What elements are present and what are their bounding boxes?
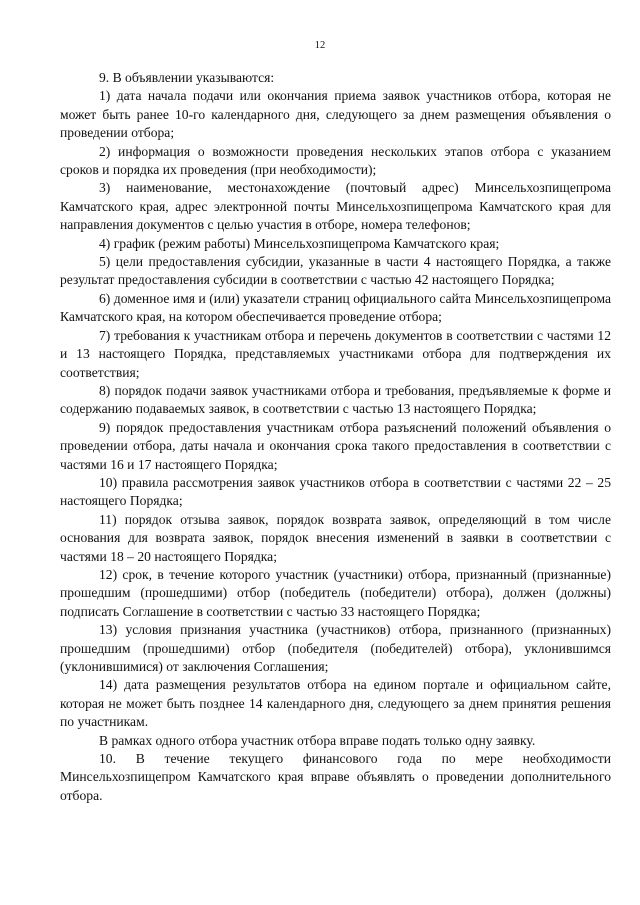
list-item-4: 4) график (режим работы) Минсельхозпищепрома Камчатского края; [99, 235, 500, 251]
list-item-12: 12) срок, в течение которого участник (участники) отбора, признанный (признанные) прошедшим (прошедшими) отбор (победитель (победители) отбора), должен (должны) подписать Соглашение в соответствии с частью 33 настоящего Порядка; [60, 566, 611, 619]
list-item-2: 2) информация о возможности проведения нескольких этапов отбора с указанием сроков и порядка их проведения (при необходимости); [60, 143, 611, 178]
list-item-6: 6) доменное имя и (или) указатели страниц официального сайта Минсельхозпищепрома Камчатского края, на котором обеспечивается проведение отбора; [60, 290, 611, 325]
list-item-7: 7) требования к участникам отбора и перечень документов в соответствии с частями 12 и 13 настоящего Порядка, представляемых участниками отбора для подтверждения их соответствия; [60, 327, 611, 380]
list-item-3: 3) наименование, местонахождение (почтовый адрес) Минсельхозпищепрома Камчатского края, адрес электронной почты Минсельхозпищепрома Камчатского края для направления документов с целью участия в отборе, номера телефонов; [60, 180, 611, 233]
list-item-5: 5) цели предоставления субсидии, указанные в части 4 настоящего Порядка, а также результат предоставления субсидии в соответствии с частью 42 настоящего Порядка; [60, 254, 611, 288]
list-item-13: 13) условия признания участника (участников) отбора, признанного (признанных) прошедшим (прошедшими) отбор (победителя (победителей) отбора), уклонившимся (уклонившимися) от заключения Соглашения; [60, 622, 611, 674]
list-item-8: 8) порядок подачи заявок участниками отбора и требования, предъявляемые к форме и содержанию подаваемых заявок, в соответствии с частью 13 настоящего Порядка; [60, 382, 611, 417]
section-10-paragraph: 10. В течение текущего финансового года по мере необходимости Минсельхозпищепром Камчатского края вправе объявлять о проведении дополнительного отбора. [60, 751, 611, 803]
list-item-14: 14) дата размещения результатов отбора на едином портале и официальном сайте, которая не может быть позднее 14 календарного дня, следующего за днем принятия решения по участникам. [60, 677, 611, 730]
section-9-heading: 9. В объявлении указываются: [99, 70, 275, 85]
list-item-10: 10) правила рассмотрения заявок участников отбора в соответствии с частями 22 – 25 настоящего Порядка; [60, 474, 611, 509]
list-item-11: 11) порядок отзыва заявок, порядок возврата заявок, определяющий в том числе основания для возврата заявок, порядок внесения изменений в заявки в соответствии с частями 18 – 20 настоящего Порядка; [60, 511, 611, 564]
list-item-1: 1) дата начала подачи или окончания приема заявок участников отбора, которая не может быть ранее 10-го календарного дня, следующего за днем размещения объявления о проведении отбора; [60, 88, 611, 141]
page-number: 12 [314, 40, 326, 51]
single-application-note: В рамках одного отбора участник отбора вправе подать только одну заявку. [99, 732, 536, 748]
document-body [60, 69, 611, 805]
list-item-9: 9) порядок предоставления участникам отбора разъяснений положений объявления о проведении отбора, даты начала и окончания срока такого предоставления в соответствии с частями 16 и 17 настоящего Порядка; [60, 419, 611, 472]
